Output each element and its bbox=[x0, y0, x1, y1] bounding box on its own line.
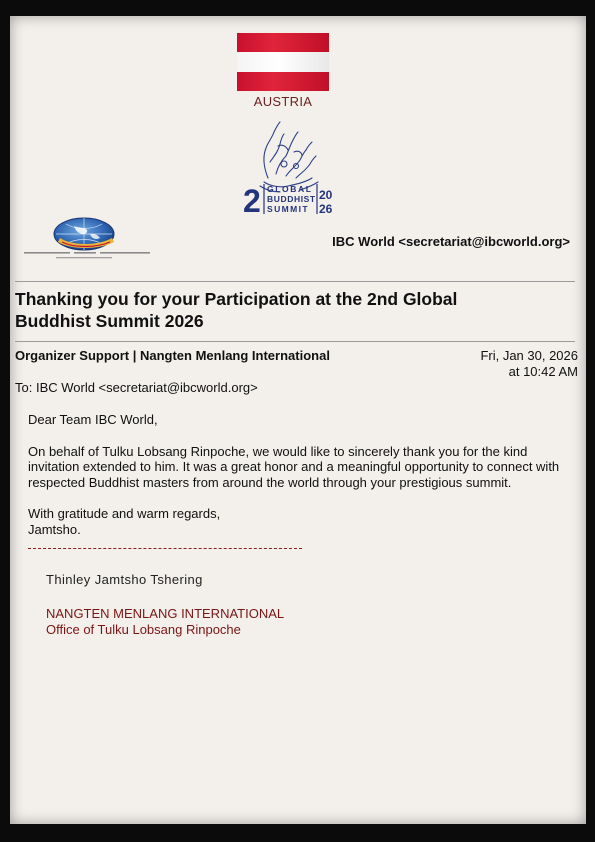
summit-line-global: GLOBAL bbox=[267, 184, 313, 194]
country-label: AUSTRIA bbox=[253, 94, 313, 109]
email-subject: Thanking you for your Participation at the 2nd Global Buddhist Summit 2026 bbox=[15, 289, 458, 331]
divider-subject bbox=[15, 341, 575, 342]
email-recipient: To: IBC World <secretariat@ibcworld.org> bbox=[15, 380, 258, 395]
austria-flag-icon bbox=[237, 33, 329, 91]
email-closing: With gratitude and warm regards, bbox=[28, 506, 221, 521]
email-closing-name: Jamtsho. bbox=[28, 521, 81, 537]
divider-top bbox=[15, 281, 575, 282]
summit-numeral: 2 bbox=[243, 183, 261, 218]
email-date bbox=[480, 348, 578, 380]
summit-line-buddhist: BUDDHIST bbox=[267, 194, 316, 204]
email-paragraph: On behalf of Tulku Lobsang Rinpoche, we would like to sincerely thank you for the kind invitation extended to him. It was a great honor and a meaningful opportunity to connect with respected Buddhist masters from around the world through your prestigious summit. bbox=[28, 443, 560, 490]
email-date-day: Fri, Jan 30, 2026 bbox=[480, 348, 578, 363]
email-date-time: at 10:42 AM bbox=[508, 364, 578, 379]
email-body bbox=[28, 412, 568, 537]
summit-year-bottom: 26 bbox=[319, 202, 333, 216]
ibc-globe-emblem-icon bbox=[16, 216, 156, 262]
summit-line-summit: SUMMIT bbox=[267, 204, 309, 214]
summit-hands-logo-icon bbox=[240, 116, 336, 218]
from-address: IBC World <secretariat@ibcworld.org> bbox=[332, 234, 570, 249]
email-sender: Organizer Support | Nangten Menlang International bbox=[15, 348, 330, 363]
signature-divider bbox=[28, 548, 302, 549]
signature-name: Thinley Jamtsho Tshering bbox=[46, 572, 203, 587]
letter-page bbox=[10, 16, 586, 824]
signature-organization: NANGTEN MENLANG INTERNATIONAL bbox=[46, 606, 285, 621]
email-greeting: Dear Team IBC World, bbox=[28, 412, 158, 427]
summit-year-top: 20 bbox=[319, 188, 333, 202]
signature-office: Office of Tulku Lobsang Rinpoche bbox=[46, 622, 241, 637]
